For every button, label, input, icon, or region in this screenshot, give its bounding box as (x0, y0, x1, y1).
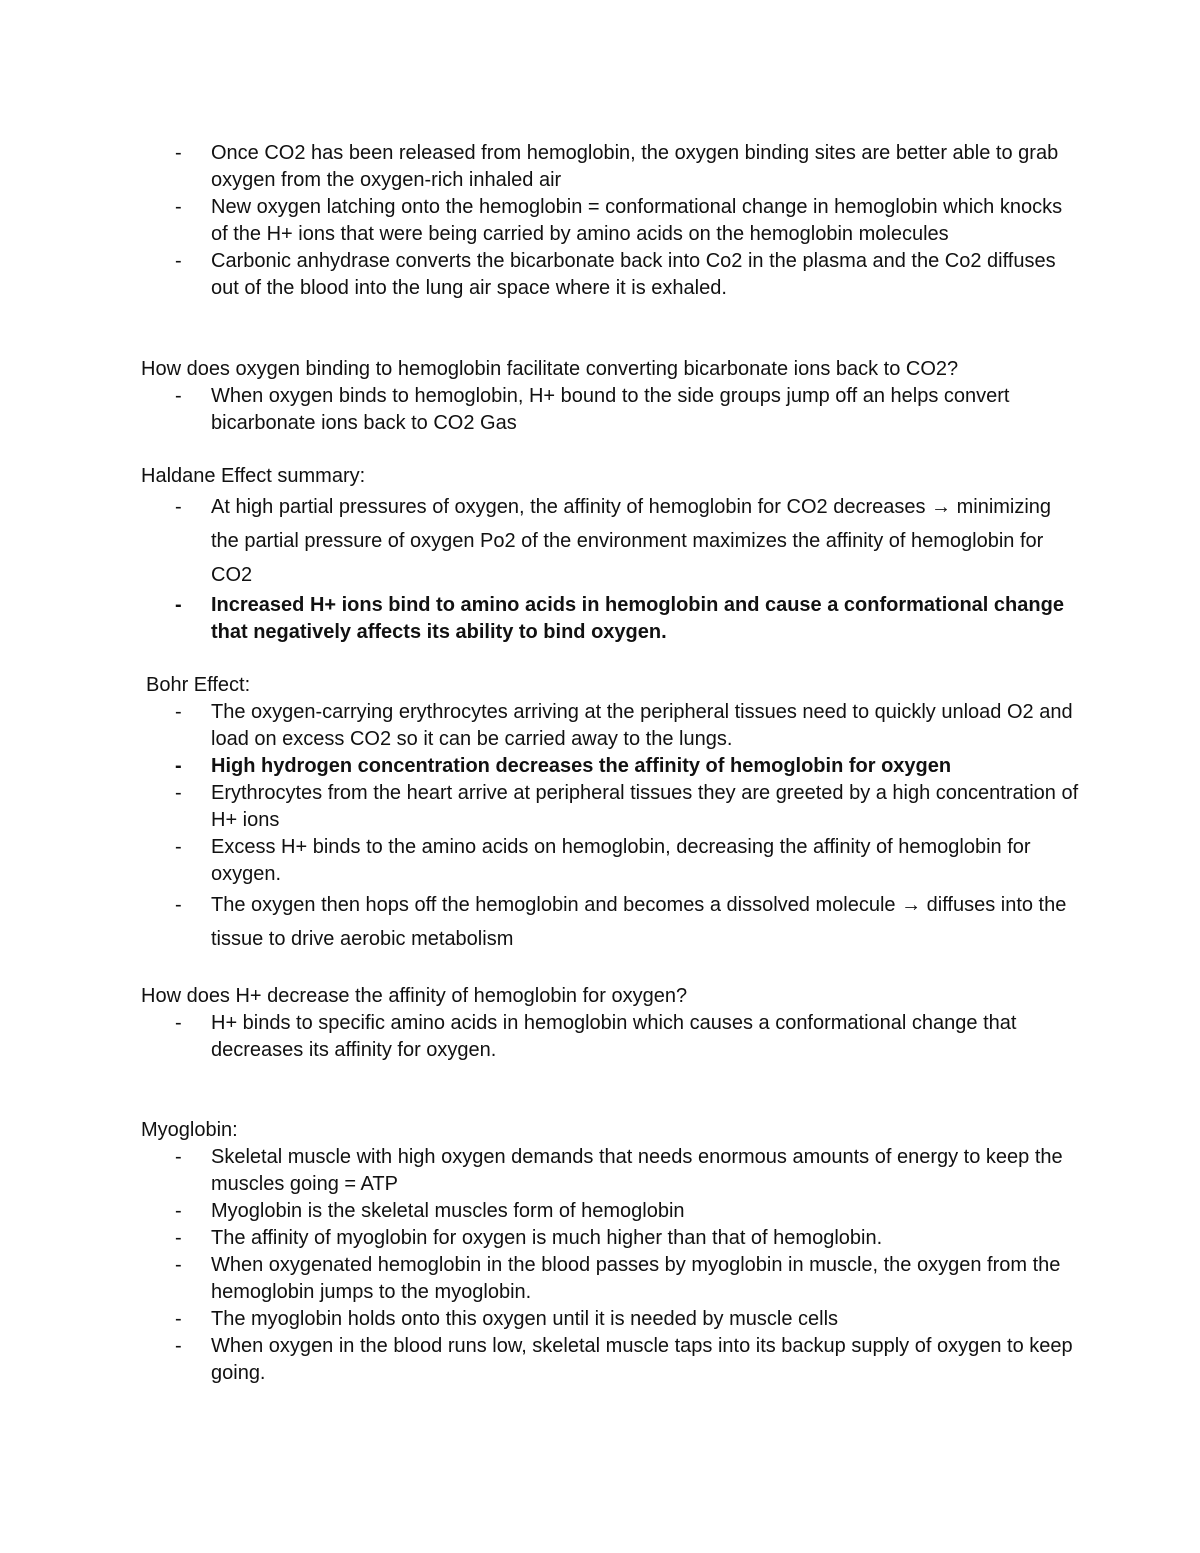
list-item-text: Excess H+ binds to the amino acids on hemoglobin, decreasing the affinity of hemoglobin for oxygen. (211, 836, 1031, 885)
question-oxygen-bicarbonate (141, 356, 1081, 437)
bullet-dash: - (175, 1200, 182, 1222)
list-item-text: Once CO2 has been released from hemoglobin, the oxygen binding sites are better able to grab oxygen from the oxygen-rich inhaled air (211, 142, 1059, 191)
bullet-dash: - (175, 894, 182, 916)
haldane-effect-section (141, 463, 1081, 646)
bullet-dash: - (175, 142, 182, 164)
list-item (141, 699, 1081, 753)
list-item (141, 1225, 1081, 1252)
list-item-text: The oxygen then hops off the hemoglobin and becomes a dissolved molecule → diffuses into the tissue to drive aerobic metabolism (211, 894, 1067, 950)
bohr-effect-section (141, 672, 1081, 956)
bullet-dash: - (175, 496, 182, 518)
list-item (141, 834, 1081, 888)
list-item (141, 1010, 1081, 1064)
list-item (141, 888, 1081, 956)
question-h-affinity (141, 983, 1081, 1064)
list-item-text: Increased H+ ions bind to amino acids in hemoglobin and cause a conformational change that negatively affects its ability to bind oxygen. (211, 594, 1064, 643)
bullet-dash: - (175, 594, 182, 616)
list-item (141, 140, 1081, 194)
bullet-dash: - (175, 250, 182, 272)
list-item (141, 592, 1081, 646)
bullet-dash: - (175, 1012, 182, 1034)
list-item-text: The affinity of myoglobin for oxygen is much higher than that of hemoglobin. (211, 1227, 883, 1249)
section-heading: Bohr Effect: (146, 674, 251, 696)
list-item-text: New oxygen latching onto the hemoglobin = conformational change in hemoglobin which knocks of the H+ ions that were being carried by amino acids on the hemoglobin molecules (211, 196, 1063, 245)
bullet-dash: - (175, 1227, 182, 1249)
bullet-dash: - (175, 1146, 182, 1168)
list-item-text: When oxygen in the blood runs low, skeletal muscle taps into its backup supply of oxygen to keep going. (211, 1335, 1073, 1384)
list-item (141, 753, 1081, 780)
list-item (141, 383, 1081, 437)
list-item (141, 1198, 1081, 1225)
section-heading: How does H+ decrease the affinity of hemoglobin for oxygen? (141, 985, 688, 1007)
bullet-dash: - (175, 196, 182, 218)
bullet-dash: - (175, 385, 182, 407)
list-item-text: Myoglobin is the skeletal muscles form of hemoglobin (211, 1200, 685, 1222)
list-item-text: Erythrocytes from the heart arrive at peripheral tissues they are greeted by a high concentration of H+ ions (211, 782, 1079, 831)
list-item-text: Carbonic anhydrase converts the bicarbonate back into Co2 in the plasma and the Co2 diffuses out of the blood into the lung air space where it is exhaled. (211, 250, 1056, 299)
list-item (141, 1252, 1081, 1306)
list-item-text: The oxygen-carrying erythrocytes arriving at the peripheral tissues need to quickly unload O2 and load on excess CO2 so it can be carried away to the lungs. (211, 701, 1073, 750)
list-item (141, 248, 1081, 302)
co2-release-list (141, 140, 1081, 302)
bullet-dash: - (175, 1308, 182, 1330)
list-item-text: At high partial pressures of oxygen, the affinity of hemoglobin for CO2 decreases → minimizing the partial pressure of oxygen Po2 of the environment maximizes the affinity of hemoglobin for CO2 (211, 496, 1052, 586)
list-item (141, 490, 1081, 592)
list-item (141, 194, 1081, 248)
bullet-dash: - (175, 1335, 182, 1357)
list-item-text: When oxygen binds to hemoglobin, H+ bound to the side groups jump off an helps convert bicarbonate ions back to CO2 Gas (211, 385, 1010, 434)
list-item-text: H+ binds to specific amino acids in hemoglobin which causes a conformational change that decreases its affinity for oxygen. (211, 1012, 1017, 1061)
bullet-dash: - (175, 836, 182, 858)
list-item (141, 1306, 1081, 1333)
bullet-dash: - (175, 1254, 182, 1276)
bullet-dash: - (175, 755, 182, 777)
myoglobin-section (141, 1117, 1081, 1387)
list-item (141, 1333, 1081, 1387)
list-item (141, 780, 1081, 834)
list-item-text: High hydrogen concentration decreases the affinity of hemoglobin for oxygen (211, 755, 952, 777)
list-item-text: Skeletal muscle with high oxygen demands that needs enormous amounts of energy to keep the muscles going = ATP (211, 1146, 1063, 1195)
section-heading: How does oxygen binding to hemoglobin facilitate converting bicarbonate ions back to CO2? (141, 358, 959, 380)
section-heading: Haldane Effect summary: (141, 465, 366, 487)
list-item-text: When oxygenated hemoglobin in the blood passes by myoglobin in muscle, the oxygen from the hemoglobin jumps to the myoglobin. (211, 1254, 1061, 1303)
bullet-dash: - (175, 782, 182, 804)
bullet-dash: - (175, 701, 182, 723)
list-item (141, 1144, 1081, 1198)
list-item-text: The myoglobin holds onto this oxygen until it is needed by muscle cells (211, 1308, 839, 1330)
section-heading: Myoglobin: (141, 1119, 238, 1141)
